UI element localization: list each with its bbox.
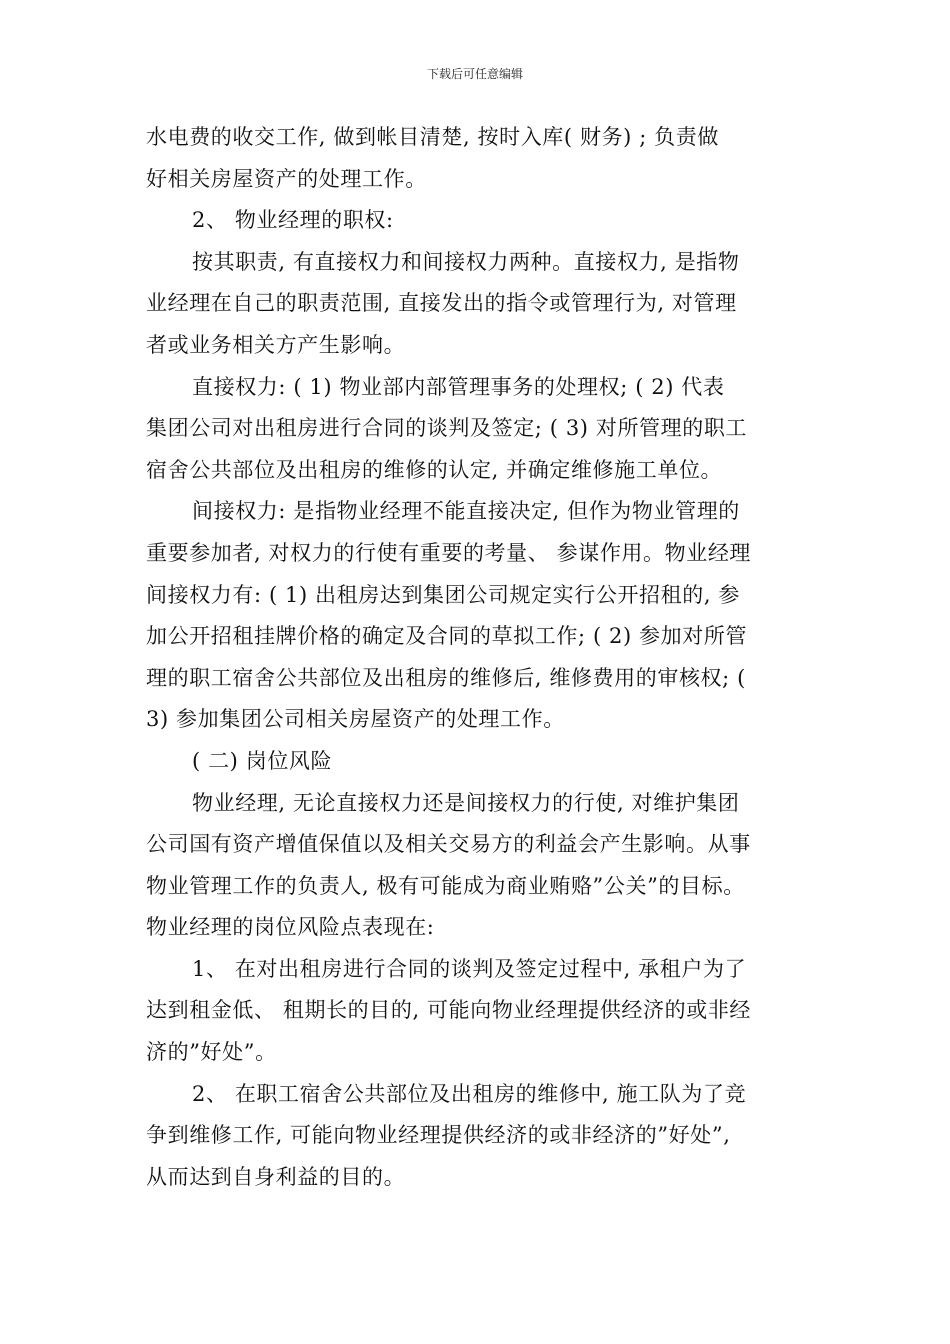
text-line: 间接权力: 是指物业经理不能直接决定, 但作为物业管理的 xyxy=(192,499,740,524)
paragraph xyxy=(146,741,816,783)
paragraph xyxy=(146,367,816,492)
text-line: 达到租金低、 租期长的目的, 可能向物业经理提供经济的或非经 xyxy=(146,998,752,1023)
text-line: 重要参加者, 对权力的行使有重要的考量、 参谋作用。物业经理 xyxy=(146,540,752,565)
document-body xyxy=(146,117,816,1198)
text-line: 物业经理的岗位风险点表现在: xyxy=(146,915,435,940)
text-line: 加公开招租挂牌价格的确定及合同的草拟工作; ( 2) 参加对所管 xyxy=(146,624,748,649)
text-line: 3) 参加集团公司相关房屋资产的处理工作。 xyxy=(146,707,565,732)
text-line: 理的职工宿舍公共部位及出租房的维修后, 维修费用的审核权; ( xyxy=(146,665,746,690)
text-line: 物业管理工作的负责人, 极有可能成为商业贿赂”公关”的目标。 xyxy=(146,873,745,898)
paragraph xyxy=(146,491,816,741)
text-line: 直接权力: ( 1) 物业部内部管理事务的处理权; ( 2) 代表 xyxy=(192,374,725,399)
text-line: 2、 物业经理的职权: xyxy=(192,208,394,233)
text-line: 集团公司对出租房进行合同的谈判及签定; ( 3) 对所管理的职工 xyxy=(146,416,748,441)
text-line: 济的”好处”。 xyxy=(146,1040,277,1065)
paragraph xyxy=(146,783,816,949)
text-line: 按其职责, 有直接权力和间接权力两种。直接权力, 是指物 xyxy=(192,249,740,274)
text-line: 1、 在对出租房进行合同的谈判及签定过程中, 承租户为了 xyxy=(192,956,747,981)
text-line: 宿舍公共部位及出租房的维修的认定, 并确定维修施工单位。 xyxy=(146,457,723,482)
text-line: 物业经理, 无论直接权力还是间接权力的行使, 对维护集团 xyxy=(192,790,740,815)
text-line: 2、 在职工宿舍公共部位及出租房的维修中, 施工队为了竞 xyxy=(192,1081,747,1106)
paragraph xyxy=(146,200,816,242)
paragraph xyxy=(146,117,816,200)
text-line: 公司国有资产增值保值以及相关交易方的利益会产生影响。从事 xyxy=(146,832,751,857)
text-line: 从而达到自身利益的目的。 xyxy=(146,1164,406,1189)
text-line: 业经理在自己的职责范围, 直接发出的指令或管理行为, 对管理 xyxy=(146,291,737,316)
paragraph xyxy=(146,949,816,1074)
page-header: 下载后可任意编辑 xyxy=(426,67,523,81)
text-line: 争到维修工作, 可能向物业经理提供经济的或非经济的”好处”, xyxy=(146,1123,731,1148)
text-line: 水电费的收交工作, 做到帐目清楚, 按时入库( 财务) ; 负责做 xyxy=(146,125,719,149)
paragraph xyxy=(146,1074,816,1199)
text-line: 间接权力有: ( 1) 出租房达到集团公司规定实行公开招租的, 参 xyxy=(146,582,740,607)
text-line: 者或业务相关方产生影响。 xyxy=(146,332,406,357)
text-line: 好相关房屋资产的处理工作。 xyxy=(146,166,427,191)
text-line: ( 二) 岗位风险 xyxy=(192,748,333,773)
paragraph xyxy=(146,242,816,367)
